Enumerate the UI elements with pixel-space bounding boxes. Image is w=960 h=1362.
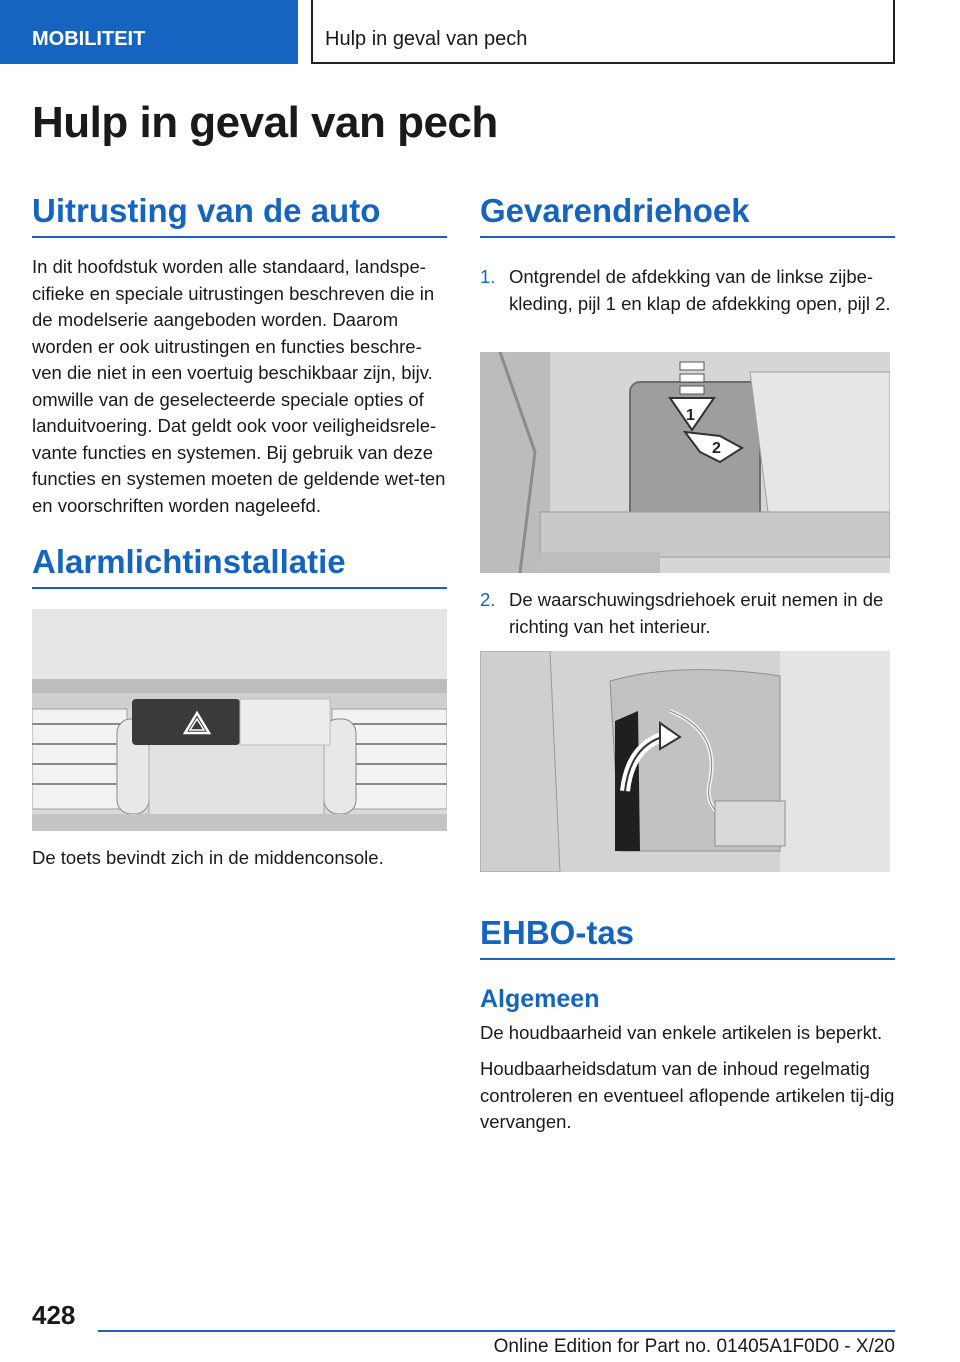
firstaid-subheading: Algemeen [480, 985, 600, 1013]
chapter-header: Hulp in geval van pech [311, 0, 895, 64]
edition-footer: Online Edition for Part no. 01405A1F0D0 - X/20 [493, 1336, 895, 1357]
section-tab: MOBILITEIT [0, 0, 298, 64]
equipment-body: In dit hoofdstuk worden alle standaard, landspe-cifieke en speciale uitrustingen beschreven die in de modelserie aangeboden worden. Daarom worden er ook uitrustingen en functies beschre-ven die niet in een voertuig beschikbaar zijn, bijv. omwille van de geselecteerde speciale opties of landuitvoering. Dat geldt ook voor veiligheidsrele-vante functies en systemen. Bij gebruik van deze functies en systemen moeten de geldende wet-ten en voorschriften worden nageleefd. [32, 256, 446, 516]
hazard-switch-illustration [32, 609, 447, 831]
warning-triangle-removal-illustration [480, 651, 890, 872]
arrow-label-2: 2 [712, 440, 721, 457]
step-1-number: 1. [480, 266, 496, 287]
step-2-number: 2. [480, 589, 496, 610]
arrow-label-1: 1 [686, 407, 695, 424]
equipment-heading: Uitrusting van de auto [32, 192, 447, 238]
firstaid-para-2: Houdbaarheidsdatum van de inhoud regelmatig controleren en eventueel aflopende artikelen tij-dig vervangen. [480, 1058, 895, 1132]
page-title: Hulp in geval van pech [32, 98, 498, 147]
step-1-text: Ontgrendel de afdekking van de linkse zijbe-kleding, pijl 1 en klap de afdekking open, pijl 2. [509, 266, 891, 314]
firstaid-para-1: De houdbaarheid van enkele artikelen is beperkt. [480, 1022, 883, 1043]
side-trim-cover-illustration [480, 352, 890, 573]
page-number: 428 [32, 1300, 76, 1330]
firstaid-heading: EHBO-tas [480, 914, 895, 960]
hazard-heading: Alarmlichtinstallatie [32, 543, 447, 589]
triangle-heading: Gevarendriehoek [480, 192, 895, 238]
step-2-text: De waarschuwingsdriehoek eruit nemen in de richting van het interieur. [509, 589, 884, 637]
footer-divider [98, 1330, 895, 1332]
hazard-caption: De toets bevindt zich in de middenconsole. [32, 847, 384, 868]
